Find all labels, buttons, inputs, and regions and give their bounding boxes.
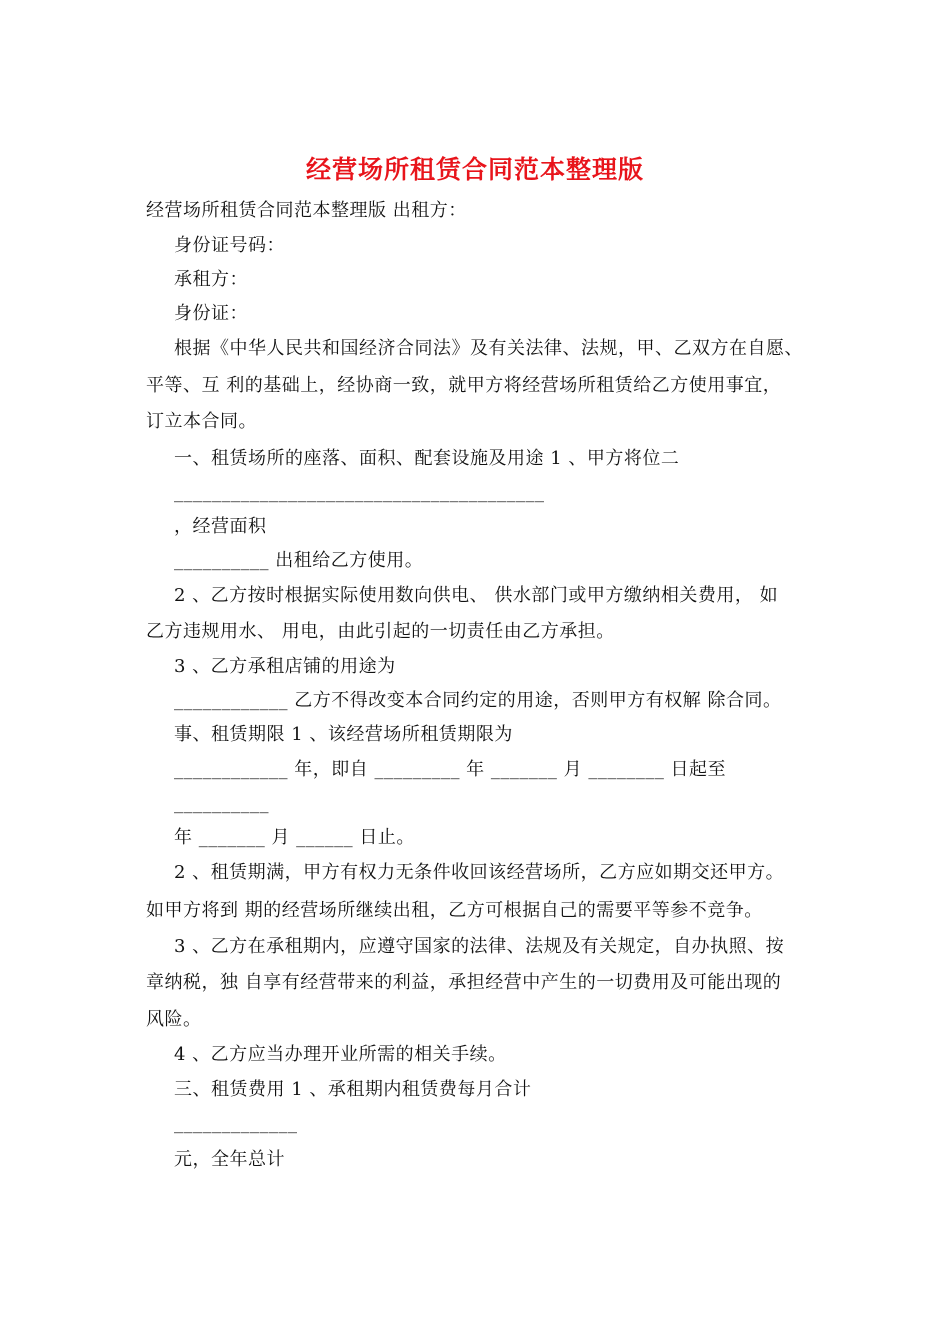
blank-line: __________ [174,793,269,814]
text-line: 平等、互 利的基础上，经协商一致，就甲方将经营场所租赁给乙方使用事宜， [146,375,782,396]
text-line: 乙方违规用水、 用电，由此引起的一切责任由乙方承担。 [146,621,615,642]
blank-line: _____________ [174,1113,298,1134]
text-line: 根据《中华人民共和国经济合同法》及有关法律、法规，甲、乙双方在自愿、 [174,338,803,359]
text-line: 经营场所租赁合同范本整理版 出租方： [146,200,467,221]
text-line: 订立本合同。 [146,411,257,432]
text-line: 元，全年总计 [174,1149,285,1170]
text-line: 一、租赁场所的座落、面积、配套设施及用途 1 、甲方将位二 [174,448,680,469]
text-line: __________ 出租给乙方使用。 [174,550,424,571]
text-line: ，经营面积 [174,516,267,537]
text-line: 事、租赁期限 1 、该经营场所租赁期限为 [174,724,513,745]
text-line: 年 _______ 月 ______ 日止。 [174,827,415,848]
text-line: 三、租赁费用 1 、承租期内租赁费每月合计 [174,1079,532,1100]
blank-line: _______________________________________ [174,482,545,503]
text-line: 风险。 [146,1009,202,1030]
text-line: 4 、乙方应当办理开业所需的相关手续。 [174,1044,507,1065]
text-line: 身份证号码： [174,235,285,256]
text-line: 身份证： [174,303,248,324]
text-line: 承租方： [174,269,248,290]
text-line: 2 、租赁期满，甲方有权力无条件收回该经营场所，乙方应如期交还甲方。 [174,862,785,883]
text-line: ____________ 年，即自 _________ 年 _______ 月 ________ 日起至 [174,759,727,780]
text-line: 章纳税，独 自享有经营带来的利益，承担经营中产生的一切费用及可能出现的 [146,972,782,993]
text-line: 3 、乙方承租店铺的用途为 [174,656,396,677]
text-line: 2 、乙方按时根据实际使用数向供电、 供水部门或甲方缴纳相关费用， 如 [174,585,779,606]
text-line: 如甲方将到 期的经营场所继续出租，乙方可根据自己的需要平等参不竞争。 [146,900,763,921]
text-line: ____________ 乙方不得改变本合同约定的用途，否则甲方有权解 除合同。 [174,690,782,711]
text-line: 3 、乙方在承租期内，应遵守国家的法律、法规及有关规定，自办执照、按 [174,936,785,957]
document-title: 经营场所租赁合同范本整理版 [305,155,644,184]
